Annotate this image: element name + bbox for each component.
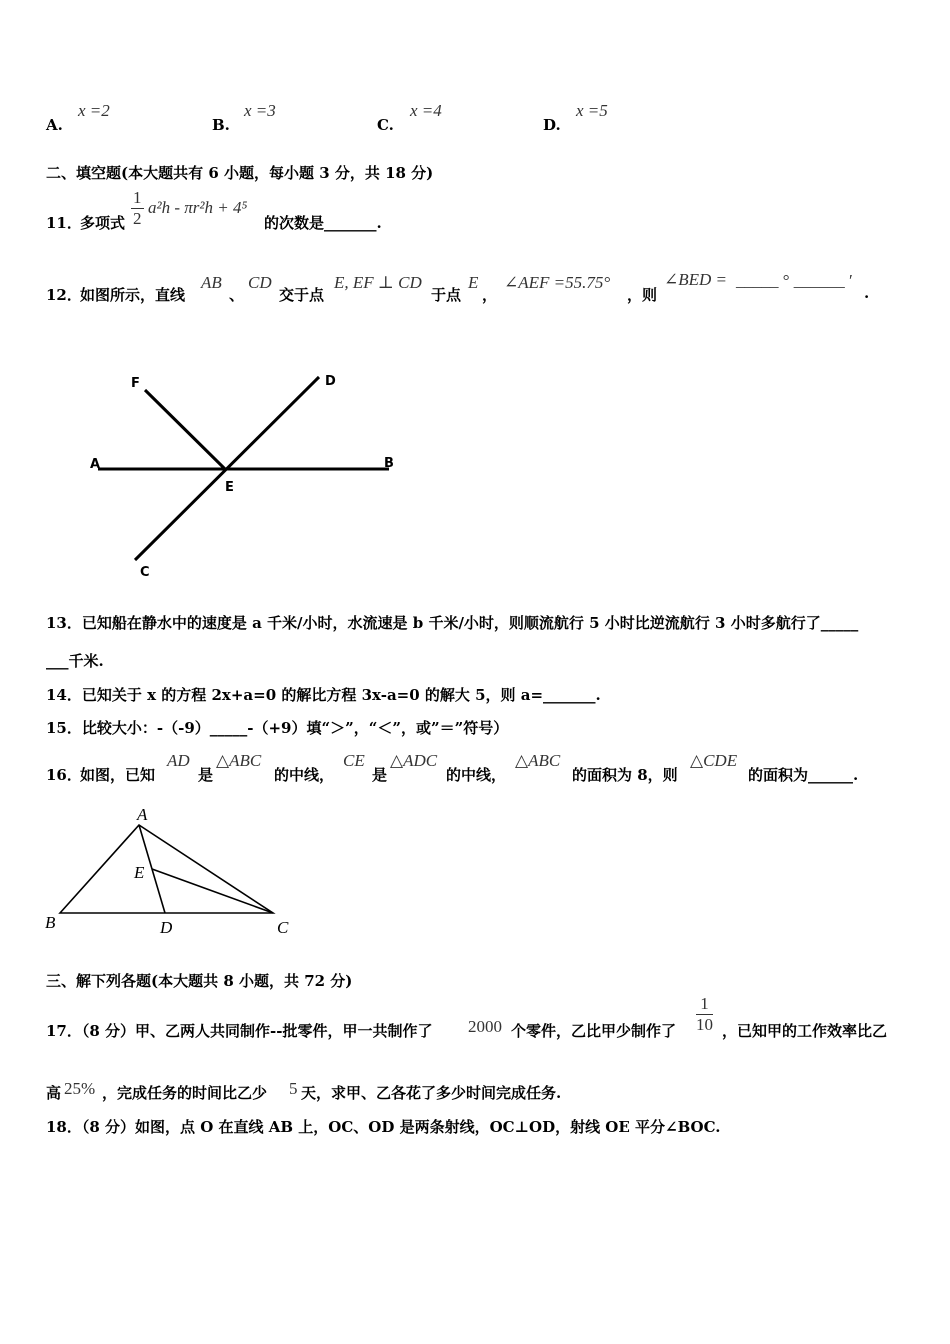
q17-part-5: ，完成任务的时间比乙少 (102, 1084, 268, 1102)
option-c (377, 116, 394, 134)
ray-ef (145, 390, 225, 469)
q12-text-6: ，则 (627, 286, 658, 304)
q17-frac-den: 10 (696, 1015, 713, 1034)
q18-text: 18．（8 分）如图，点 O 在直线 AB 上，OC、OD 是两条射线，OC⊥OD，射线 OE 平分∠BOC. (46, 1118, 721, 1136)
q16-text-5: 的中线， (446, 766, 507, 784)
q12-blank: _____ ° ______ ′ (736, 271, 853, 290)
q12-math-ab: AB (201, 273, 222, 292)
q12-text-5: ， (482, 286, 498, 304)
q14-text: 14．已知关于 x 的方程 2x+a=0 的解比方程 3x-a=0 的解大 5，则 a=_______. (46, 686, 601, 704)
tri-label-c: C (277, 918, 289, 937)
q16-number: 16． (46, 766, 82, 784)
q16-text-3: 的中线， (274, 766, 335, 784)
option-b-expr: x =3 (244, 101, 276, 120)
q12-math-ef: E, EF ⊥ CD (334, 273, 422, 292)
q16-math-adc: △ADC (390, 751, 438, 770)
section-3-title: 三、解下列各题(本大题共 8 小题，共 72 分) (46, 972, 353, 990)
q16-math-abc: △ABC (216, 751, 262, 770)
q17-frac-num: 1 (696, 994, 713, 1015)
label-f: F (131, 376, 140, 391)
q12-text-3: 交于点 (279, 286, 325, 304)
q17-part-1: 17．（8 分）甲、乙两人共同制作--批零件，甲一共制作了 (46, 1022, 433, 1040)
q12-math-cd: CD (248, 273, 272, 292)
q11-number: 11． (46, 214, 82, 232)
q11-suffix: 的次数是_______. (264, 214, 382, 232)
q11-fraction (131, 188, 144, 229)
q12-end: . (864, 284, 870, 302)
q11-frac-den: 2 (133, 209, 142, 228)
q12-text-1: 如图所示，直线 (80, 286, 186, 304)
q16-text-2: 是 (198, 766, 214, 784)
q16-text-7: 的面积为______. (748, 766, 859, 784)
tri-label-b: B (45, 913, 56, 932)
q11-frac-num: 1 (133, 188, 142, 207)
q12-number: 12． (46, 286, 82, 304)
q13-line-2: ___千米. (46, 652, 104, 670)
option-d-expr: x =5 (576, 101, 608, 120)
q12-math-angle: ∠AEF =55.75° (504, 273, 611, 292)
q16-math-cde: △CDE (690, 751, 738, 770)
q17-days: 5 (289, 1079, 298, 1098)
q17-number-2000: 2000 (468, 1017, 502, 1036)
q17-percent: 25% (64, 1079, 96, 1098)
q12-text-2: 、 (229, 286, 245, 304)
option-a-expr: x =2 (78, 101, 110, 120)
section-2-title: 二、填空题(本大题共有 6 小题，每小题 3 分，共 18 分) (46, 164, 434, 182)
tri-label-d: D (160, 918, 173, 937)
median-ce (152, 869, 273, 913)
label-a: A (90, 457, 101, 472)
q11-prefix: 多项式 (80, 214, 126, 232)
q12-text-4: 于点 (431, 286, 462, 304)
q15-text: 15．比较大小：-（-9）_____-（+9）填“＞”，“＜”，或”＝”符号） (46, 719, 509, 737)
q17-part-4: 高 (46, 1084, 62, 1102)
option-d (543, 116, 561, 134)
q16-math-abc-2: △ABC (515, 751, 561, 770)
q13-line-1: 13．已知船在静水中的速度是 a 千米/小时，水流速是 b 千米/小时，则顺流航行 5 小时比逆流航行 3 小时多航行了_____ (46, 614, 859, 632)
q16-text-4: 是 (372, 766, 388, 784)
option-a (46, 116, 63, 134)
q17-part-6: 天，求甲、乙各花了多少时间完成任务. (301, 1084, 562, 1102)
tri-label-e: E (134, 863, 145, 882)
q12-math-e: E (468, 273, 479, 292)
option-b-letter: B. (212, 116, 230, 134)
q16-text-1: 如图，已知 (80, 766, 156, 784)
q17-part-2: 个零件，乙比甲少制作了 (511, 1022, 677, 1040)
q16-text-6: 的面积为 8，则 (572, 766, 678, 784)
q16-math-ad: AD (167, 751, 190, 770)
figure-triangle (40, 800, 310, 940)
option-c-letter: C. (377, 116, 394, 134)
label-e: E (225, 480, 234, 495)
label-d: D (325, 374, 336, 389)
tri-label-a: A (137, 805, 148, 824)
q11-expression: a²h - πr²h + 4⁵ (148, 198, 248, 217)
q12-math-bed: ∠BED = (664, 270, 728, 289)
option-a-letter: A. (46, 116, 63, 134)
label-c: C (140, 565, 150, 580)
option-c-expr: x =4 (410, 101, 442, 120)
label-b: B (384, 456, 394, 471)
triangle-abc (60, 825, 273, 913)
figure-lines (80, 360, 410, 585)
q17-part-3: ，已知甲的工作效率比乙 (722, 1022, 888, 1040)
option-b (212, 116, 230, 134)
q16-math-ce: CE (343, 751, 365, 770)
option-d-letter: D. (543, 116, 561, 134)
q17-fraction (696, 994, 713, 1035)
